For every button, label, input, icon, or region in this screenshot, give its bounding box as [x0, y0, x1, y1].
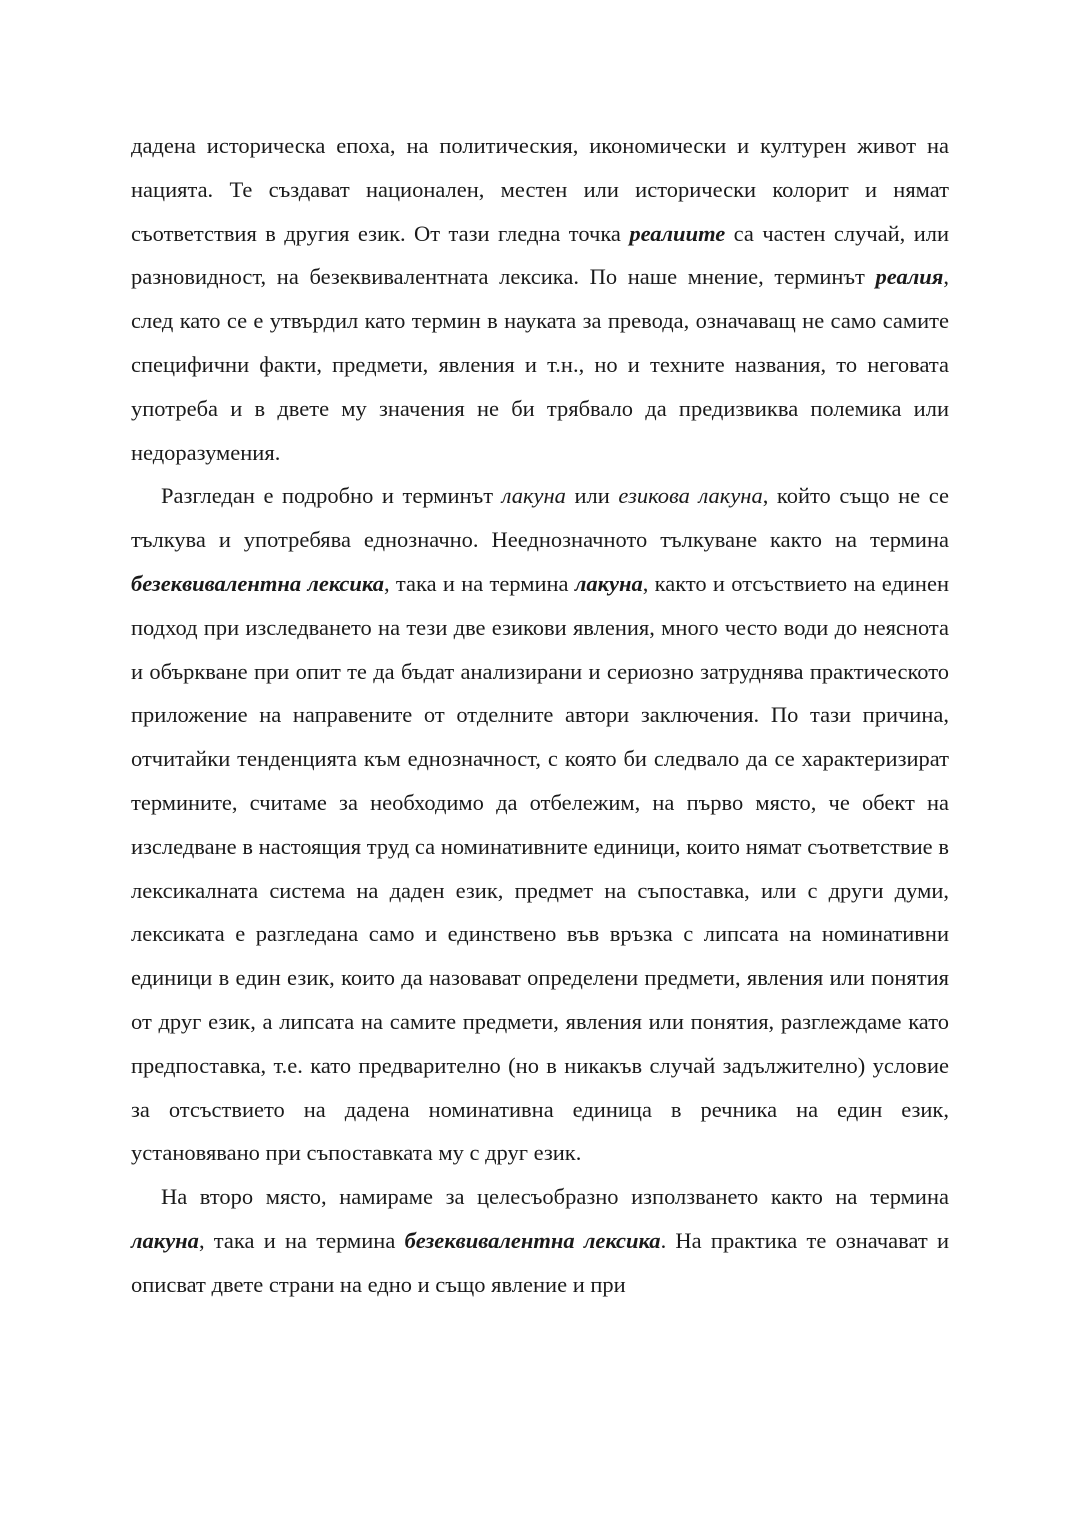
- text-run: . На практика те означават и описват двете страни на едно и също явление и при: [131, 1227, 949, 1297]
- text-run: , така и на термина: [384, 570, 575, 596]
- text-run: , както и отсъствието на единен подход при изследването на тези две езикови явления, много често води до неяснота и объркване при опит те да бъдат анализирани и сериозно затруднява практическото приложение на направените от отделните автори заключения. По тази причина, отчитайки тенденцията към еднозначност, с която би следвало да се характеризират термините, считаме за необходимо да отбележим, на първо място, че обект на изследване в настоящия труд са номинативните единици, които нямат съответствие в лексикалната система на даден език, предмет на съпоставка, или с други думи, лексиката е разгледана само и единствено във връзка с липсата на номинативни единици в един език, които да назовават определени предмети, явления или понятия от друг език, а липсата на самите предмети, явления или понятия, разглеждаме като предпоставка, т.е. като предварително (но в никакъв случай задължително) условие за отсъствието на дадена номинативна единица в речника на един език, установявано при съпоставката му с друг език.: [131, 570, 949, 1166]
- text-run: Разгледан е подробно и терминът: [161, 483, 502, 509]
- body-text: [131, 124, 949, 1307]
- term-italic: езикова лакуна: [618, 483, 763, 509]
- paragraph-2: [131, 474, 949, 1175]
- term-italic: лакуна: [501, 483, 566, 509]
- text-run: или: [565, 483, 619, 509]
- text-run: На второ място, намираме за целесъобразно използването както на термина: [161, 1184, 949, 1210]
- term-emphasis: лакуна: [131, 1227, 199, 1253]
- term-emphasis: реалия: [875, 264, 944, 290]
- term-emphasis: безеквивалентна лексика: [131, 570, 385, 596]
- paragraph-3: [131, 1175, 949, 1306]
- text-run: дадена историческа епоха, на политическия, икономически и културен живот на нацията. Те създават национален, местен или исторически колорит и нямат съответствия в другия език. От тази гледна точка: [131, 133, 949, 246]
- term-emphasis: реалиите: [629, 220, 726, 246]
- text-run: , след като се е утвърдил като термин в науката за превода, означаващ не само самите специфични факти, предмети, явления и т.н., но и техните названия, то неговата употреба и в двете му значения не би трябвало да предизвиква полемика или недоразумения.: [131, 264, 949, 465]
- text-run: са частен случай, или разновидност, на безеквивалентната лексика. По наше мнение, терминът: [131, 220, 949, 290]
- paragraph-1: [131, 124, 949, 474]
- term-emphasis: лакуна: [574, 570, 643, 596]
- term-emphasis: безеквивалентна лексика: [404, 1227, 661, 1253]
- text-run: , който също не се тълкува и употребява еднозначно. Нееднозначното тълкуване както на термина: [131, 483, 949, 553]
- text-run: , така и на термина: [198, 1227, 405, 1253]
